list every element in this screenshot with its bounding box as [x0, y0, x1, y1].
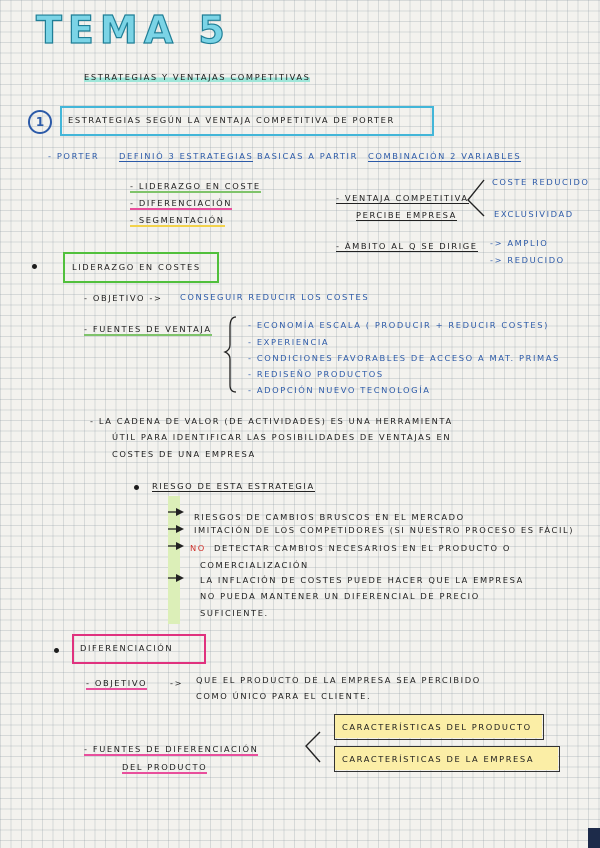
page-subtitle: ESTRATEGIAS Y VENTAJAS COMPETITIVAS [84, 72, 311, 82]
fuentes-item: - REDISEÑO PRODUCTOS [248, 369, 384, 379]
variable-option: COSTE REDUCIDO [492, 177, 590, 187]
riesgo-item-cont: SUFICIENTE. [200, 608, 269, 618]
dif-objetivo-line: QUE EL PRODUCTO DE LA EMPRESA SEA PERCIBIDO [196, 675, 481, 685]
riesgo-arrow [176, 542, 184, 550]
riesgos-heading: RIESGO DE ESTA ESTRATEGIA [152, 481, 315, 491]
riesgo-item: DETECTAR CAMBIOS NECESARIOS EN EL PRODUCTO O [214, 543, 511, 553]
variable-option: -> AMPLIO [490, 238, 549, 248]
section-number-circle: 1 [28, 110, 52, 134]
riesgo-arrow [176, 574, 184, 582]
dif-fuentes-label: - FUENTES DE DIFERENCIACIÓN [84, 744, 259, 754]
variable-ambito: - ÁMBITO AL Q SE DIRIGE [336, 241, 478, 251]
riesgo-item-cont: NO PUEDA MANTENER UN DIFERENCIAL DE PRECIO [200, 591, 480, 601]
diferenciacion-heading: DIFERENCIACIÓN [80, 643, 174, 653]
page-corner [588, 828, 600, 848]
dif-fuentes-label-2: DEL PRODUCTO [122, 762, 208, 772]
porter-basic: BASICAS A PARTIR [257, 151, 358, 161]
riesgo-arrow [176, 525, 184, 533]
variable-option: EXCLUSIVIDAD [494, 209, 574, 219]
liderazgo-heading: LIDERAZGO EN COSTES [72, 262, 201, 272]
riesgo-item: IMITACIÓN DE LOS COMPETIDORES (SI NUESTRO PROCESO ES FÁCIL) [194, 525, 575, 535]
page-title: TEMA 5 [36, 8, 231, 52]
riesgo-item: LA INFLACIÓN DE COSTES PUEDE HACER QUE LA EMPRESA [200, 575, 524, 585]
fuentes-item: - ECONOMÍA ESCALA ( PRODUCIR + REDUCIR COSTES) [248, 320, 549, 330]
dif-option: CARACTERÍSTICAS DEL PRODUCTO [342, 722, 532, 732]
curly-brace [225, 317, 236, 392]
dif-objetivo-arrow: -> [170, 678, 184, 688]
fuentes-item: - EXPERIENCIA [248, 337, 330, 347]
cadena-line: - LA CADENA DE VALOR (DE ACTIVIDADES) ES UNA HERRAMIENTA [90, 416, 453, 426]
angle-bracket [306, 732, 320, 762]
porter-combination: COMBINACIÓN 2 VARIABLES [368, 151, 522, 161]
riesgo-item-cont: COMERCIALIZACIÓN [200, 560, 309, 570]
riesgo-no: NO [190, 543, 206, 553]
variable-option: -> REDUCIDO [490, 255, 565, 265]
variable-ventaja: - VENTAJA COMPETITIVA [336, 193, 469, 203]
objetivo-label: - OBJETIVO -> [84, 293, 163, 303]
section-heading: ESTRATEGIAS SEGÚN LA VENTAJA COMPETITIVA DE PORTER [68, 115, 395, 125]
dif-option: CARACTERÍSTICAS DE LA EMPRESA [342, 754, 535, 764]
fuentes-item: - ADOPCIÓN NUEVO TECNOLOGÍA [248, 385, 431, 395]
strategy-item: - DIFERENCIACIÓN [130, 198, 233, 208]
variable-ventaja-2: PERCIBE EMPRESA [356, 210, 457, 220]
riesgo-item: RIESGOS DE CAMBIOS BRUSCOS EN EL MERCADO [194, 512, 465, 522]
strategy-item: - LIDERAZGO EN COSTE [130, 181, 261, 191]
objetivo-text: CONSEGUIR REDUCIR LOS COSTES [180, 292, 370, 302]
riesgo-arrow [176, 508, 184, 516]
dif-objetivo-line: COMO ÚNICO PARA EL CLIENTE. [196, 691, 372, 701]
porter-defined: DEFINIÓ 3 ESTRATEGIAS [119, 151, 254, 161]
dif-objetivo-label: - OBJETIVO [86, 678, 148, 688]
cadena-line: COSTES DE UNA EMPRESA [112, 449, 256, 459]
fuentes-label: - FUENTES DE VENTAJA [84, 324, 212, 334]
strategy-item: - SEGMENTACIÓN [130, 215, 225, 225]
porter-label: - PORTER [48, 151, 100, 161]
fuentes-item: - CONDICIONES FAVORABLES DE ACCESO A MAT. PRIMAS [248, 353, 560, 363]
angle-bracket [468, 180, 484, 216]
cadena-line: ÚTIL PARA IDENTIFICAR LAS POSIBILIDADES DE VENTAJAS EN [112, 432, 452, 442]
